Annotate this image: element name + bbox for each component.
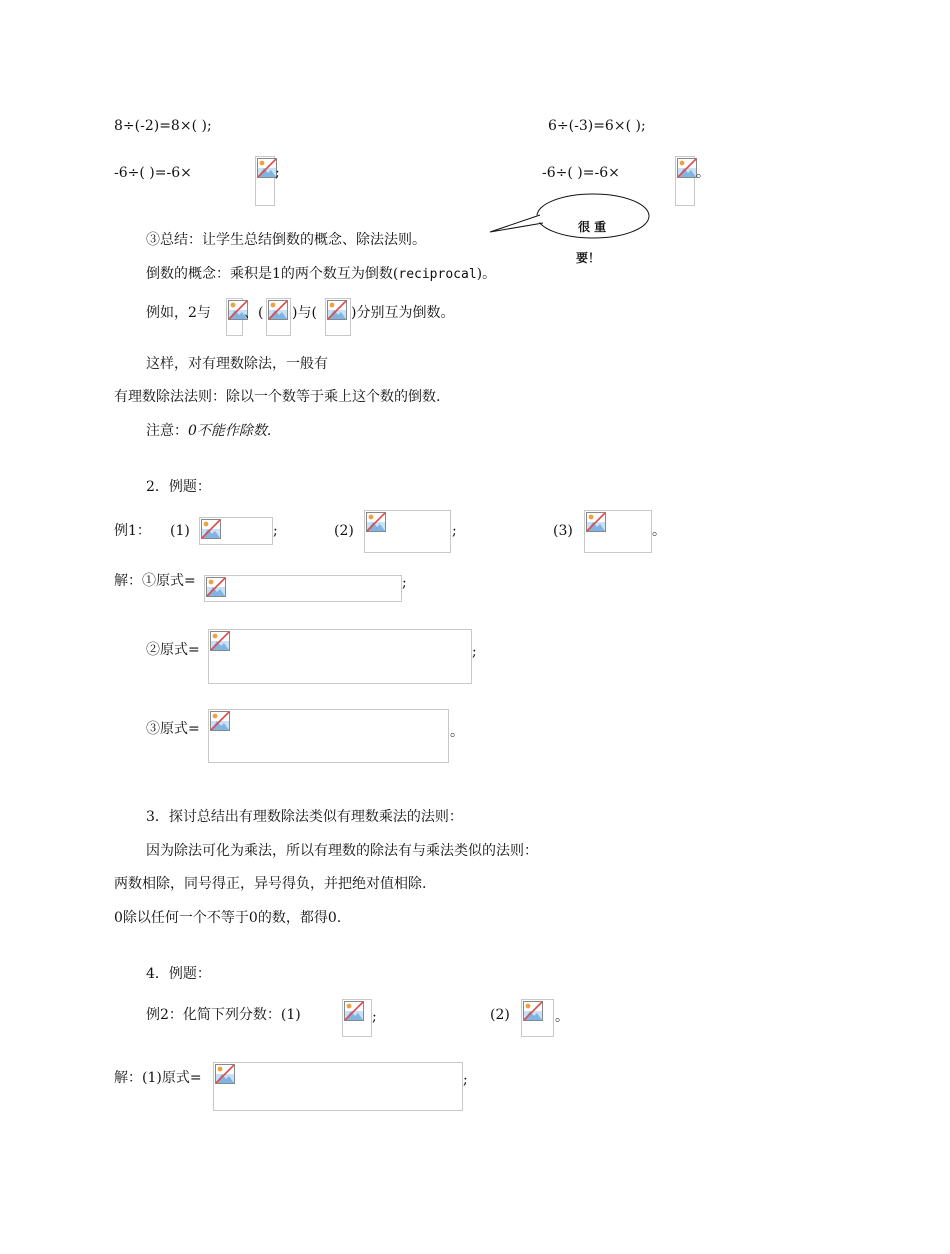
solution-4-label: 解：(1)原式=	[114, 1070, 202, 1086]
reciprocal-definition: 倒数的概念：乘积是1的两个数互为倒数(reciprocal)。	[146, 266, 497, 282]
broken-image-icon	[366, 512, 386, 532]
broken-image-icon	[327, 300, 347, 320]
callout-text-2: 要！	[576, 251, 601, 265]
period: 。	[555, 1009, 569, 1025]
example-1-part-3: (3)	[553, 523, 573, 539]
semicolon: ;	[273, 523, 278, 539]
example-sep1: 、(	[244, 305, 264, 321]
broken-image-icon	[268, 300, 288, 320]
image-placeholder	[342, 999, 372, 1037]
thus-text: 这样，对有理数除法，一般有	[146, 356, 328, 372]
broken-image-icon	[344, 1001, 364, 1021]
equation-2a-end: ;	[275, 165, 280, 181]
semicolon: ;	[463, 1072, 468, 1088]
example-2-label: 例2：化简下列分数：(1)	[146, 1007, 301, 1023]
note-emphasis: 0不能作除数.	[188, 423, 272, 439]
image-placeholder	[213, 1062, 463, 1111]
section-2-heading: 2．例题：	[146, 479, 211, 495]
equation-2b-end: 。	[696, 165, 710, 181]
image-placeholder	[584, 510, 652, 553]
broken-image-icon	[677, 158, 697, 178]
broken-image-icon	[586, 512, 606, 532]
broken-image-icon	[201, 519, 221, 539]
broken-image-icon	[257, 158, 277, 178]
summary-text: ③总结：让学生总结倒数的概念、除法法则。	[146, 232, 426, 248]
semicolon: ;	[472, 644, 477, 660]
reciprocal-word: reciprocal	[398, 267, 477, 282]
equation-2b: -6÷( )=-6×	[542, 165, 620, 181]
division-rule: 有理数除法法则：除以一个数等于乘上这个数的倒数.	[114, 389, 441, 405]
broken-image-icon	[206, 577, 226, 597]
example-1-part-1: (1)	[170, 523, 190, 539]
example-1-label: 例1：	[114, 523, 151, 539]
note: 注意：0不能作除数.	[146, 423, 272, 439]
image-placeholder	[255, 156, 275, 206]
callout-bubble	[480, 190, 655, 250]
period: 。	[450, 724, 464, 740]
example-1-part-2: (2)	[334, 523, 354, 539]
image-placeholder	[208, 629, 472, 684]
image-placeholder	[325, 298, 351, 336]
semicolon: ;	[402, 575, 407, 591]
example-pre: 例如，2与	[146, 305, 211, 321]
image-placeholder	[266, 298, 291, 336]
image-placeholder	[199, 517, 273, 545]
example-2-part-2: (2)	[490, 1007, 510, 1023]
example-sep2: )与(	[292, 305, 317, 321]
image-placeholder	[521, 999, 554, 1037]
equation-2a: -6÷( )=-6×	[114, 165, 192, 181]
section-3-heading: 3．探讨总结出有理数除法类似有理数乘法的法则：	[146, 809, 463, 825]
image-placeholder	[364, 510, 451, 553]
image-placeholder	[204, 575, 402, 602]
callout-text-1: 很 重	[578, 220, 607, 234]
image-placeholder	[675, 156, 695, 206]
image-placeholder	[208, 709, 449, 763]
broken-image-icon	[215, 1064, 235, 1084]
period: 。	[652, 523, 666, 539]
section-3-line-3: 0除以任何一个不等于0的数，都得0.	[114, 910, 342, 926]
broken-image-icon	[523, 1001, 543, 1021]
solution-1-label: 解：①原式=	[114, 573, 196, 589]
broken-image-icon	[210, 631, 230, 651]
section-4-heading: 4．例题：	[146, 966, 211, 982]
image-placeholder	[226, 298, 243, 336]
equation-1b: 6÷(-3)=6×( );	[548, 118, 646, 134]
equation-1a: 8÷(-2)=8×( );	[114, 118, 212, 134]
semicolon: ;	[452, 523, 457, 539]
solution-2-label: ②原式=	[146, 642, 200, 658]
section-3-line-2: 两数相除，同号得正，异号得负，并把绝对值相除.	[114, 876, 427, 892]
solution-3-label: ③原式=	[146, 721, 200, 737]
section-3-line-1: 因为除法可化为乘法，所以有理数的除法有与乘法类似的法则：	[146, 843, 538, 859]
example-post: )分别互为倒数。	[351, 305, 455, 321]
semicolon: ;	[372, 1009, 377, 1025]
broken-image-icon	[210, 711, 230, 731]
